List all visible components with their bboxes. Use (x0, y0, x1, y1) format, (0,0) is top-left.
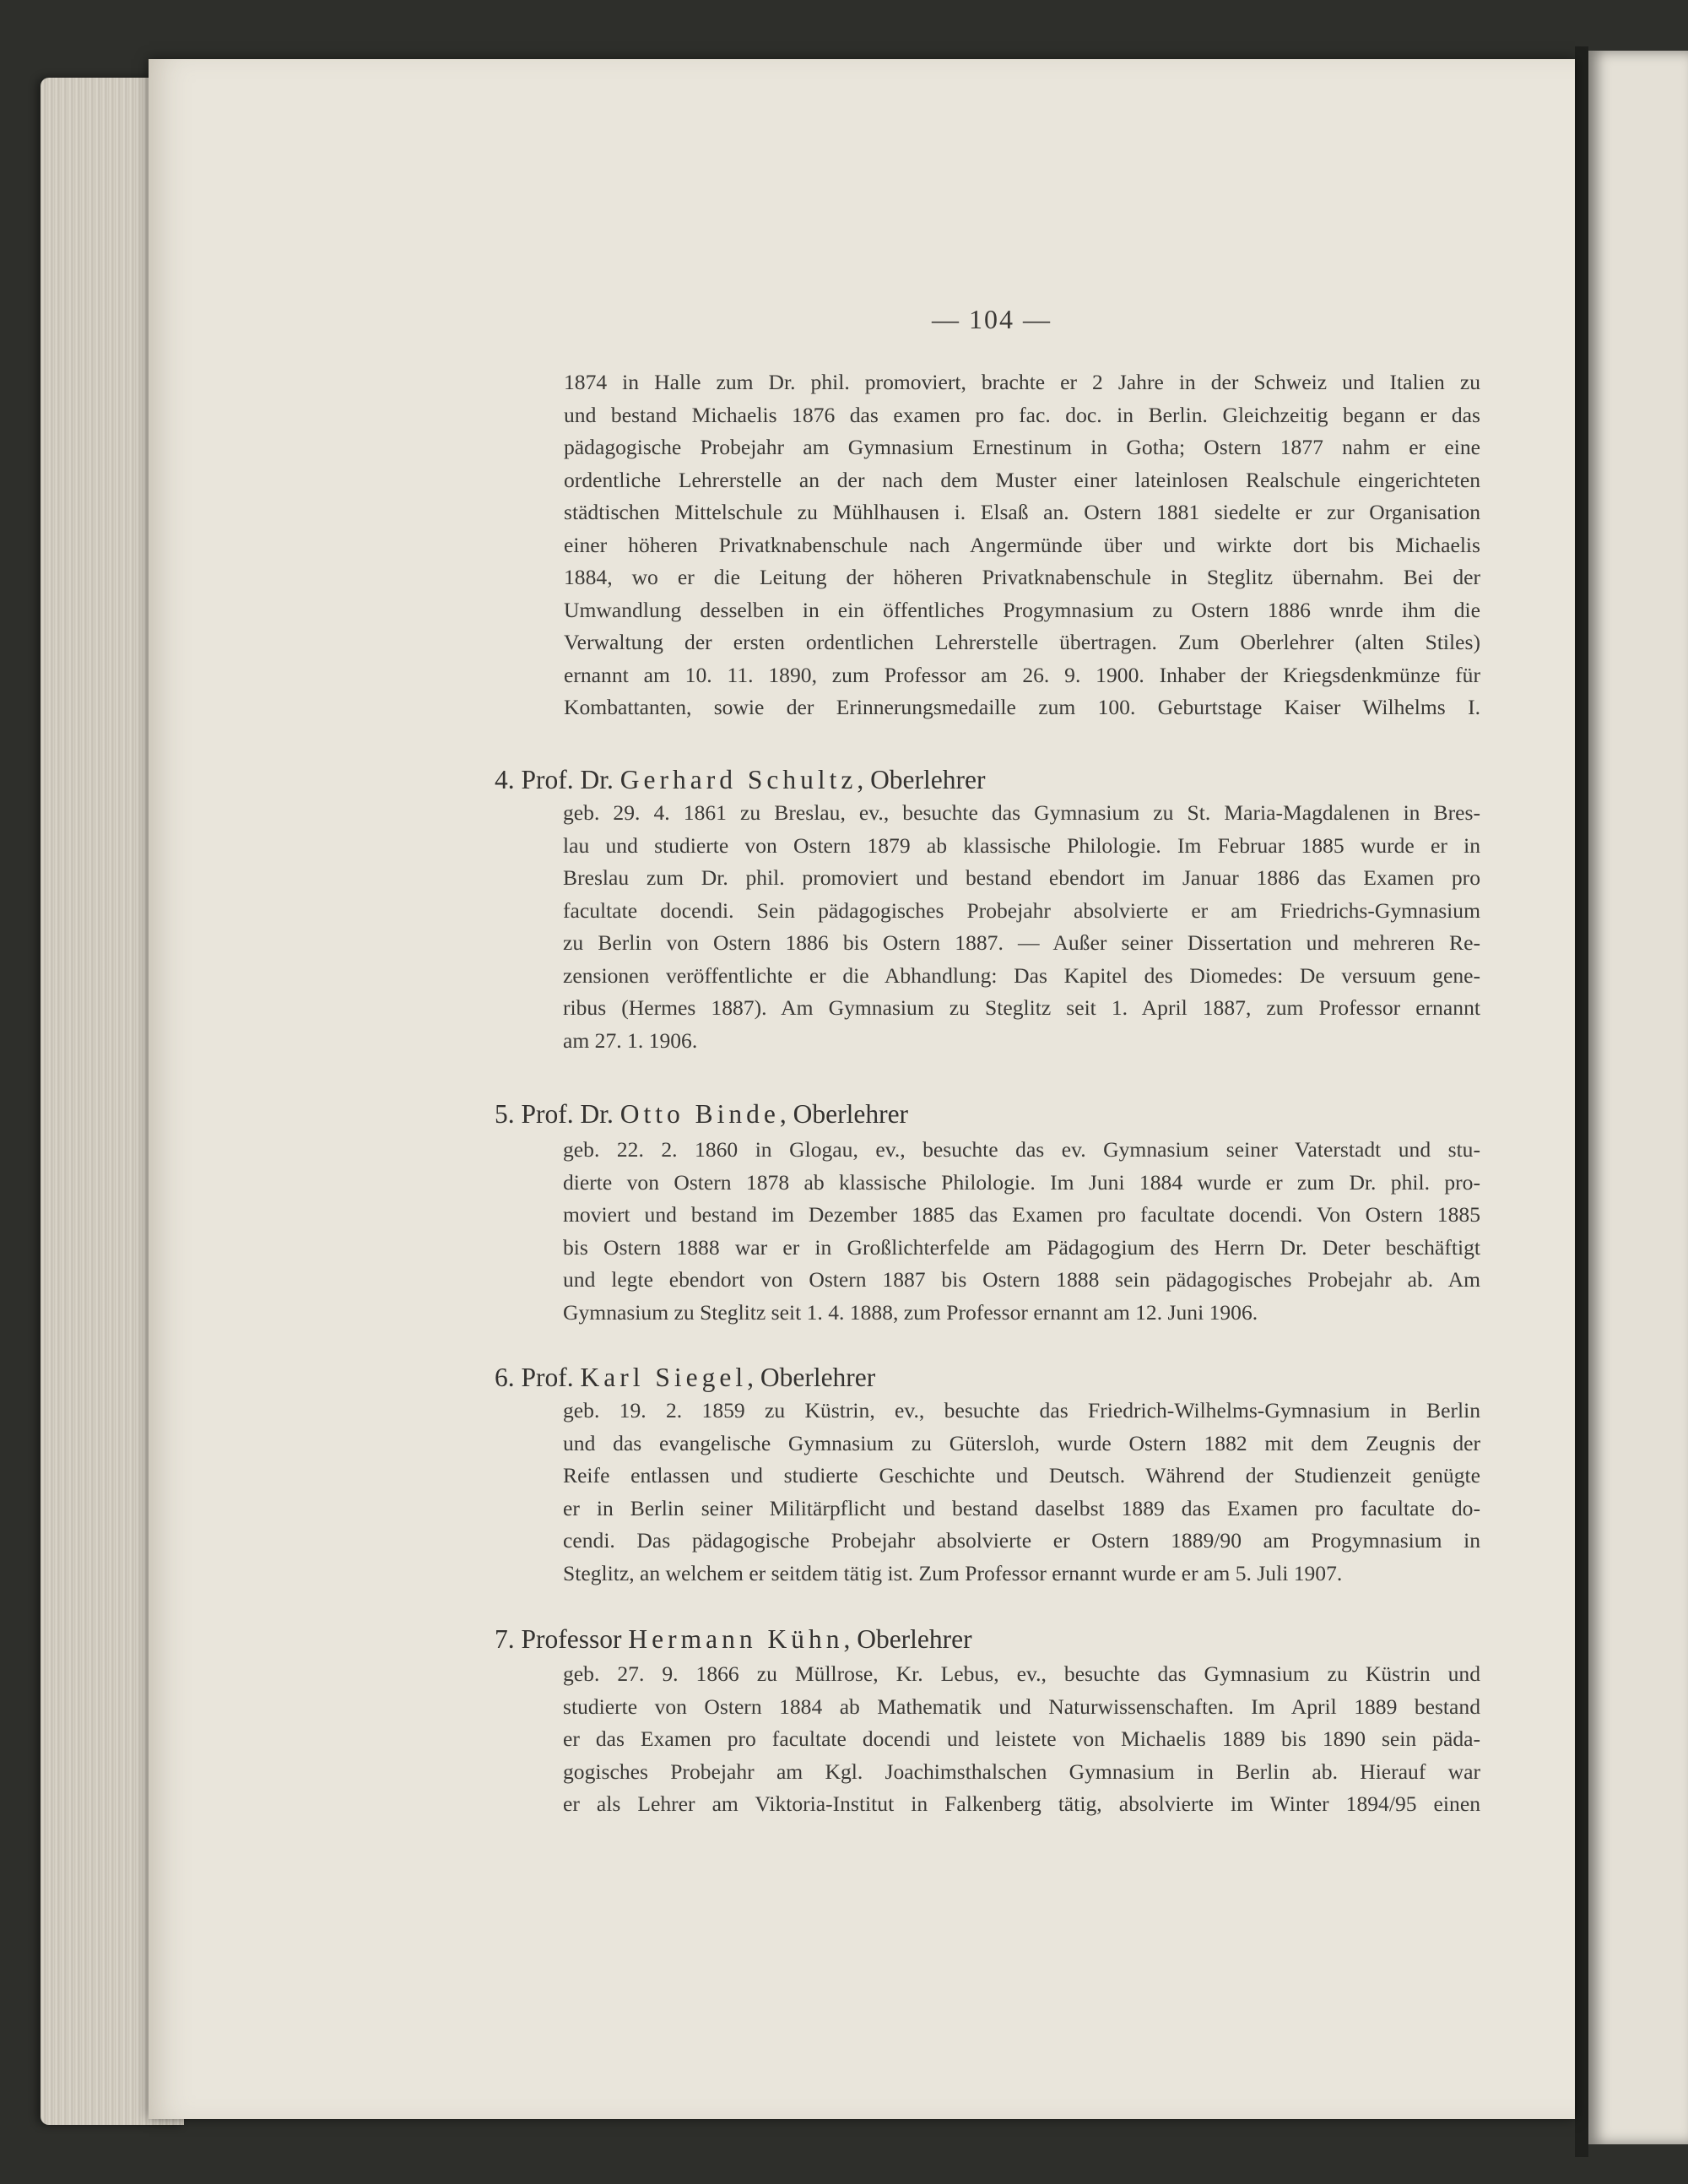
text-line: geb. 19. 2. 1859 zu Küstrin, ev., besuchte das Friedrich-Wilhelms-Gymnasium in Berlin (563, 1398, 1480, 1423)
entry-body (563, 1395, 1480, 1590)
entry-name: Gerhard Schultz (619, 765, 858, 794)
book-gutter (1575, 46, 1588, 2157)
entry-body (563, 797, 1480, 1057)
entry-name: Karl Siegel (580, 1363, 748, 1392)
entry-heading (495, 1099, 908, 1130)
entry-role: , Oberlehrer (843, 1624, 972, 1654)
text-line: ribus (Hermes 1887). Am Gymnasium zu Steglitz seit 1. April 1887, zum Professor ernannt (563, 995, 1480, 1020)
entry-name: Hermann Kühn (628, 1624, 844, 1654)
page-number: — 104 — (932, 304, 1052, 334)
facing-page-edge (1588, 51, 1688, 2144)
text-line: zu Berlin von Ostern 1886 bis Ostern 1887. — Außer seiner Dissertation und mehreren Re- (563, 930, 1480, 955)
entry-heading (495, 765, 985, 795)
text-line: moviert und bestand im Dezember 1885 das Examen pro facultate docendi. Von Ostern 1885 (563, 1202, 1480, 1227)
text-line: Verwaltung der ersten ordentlichen Lehrerstelle übertragen. Zum Oberlehrer (alten Stiles) (564, 630, 1480, 654)
text-line: geb. 29. 4. 1861 zu Breslau, ev., besuchte das Gymnasium zu St. Maria-Magdalenen in Bres- (563, 800, 1480, 825)
entry-body (563, 1658, 1480, 1821)
text-line: Breslau zum Dr. phil. promoviert und bestand ebendort im Januar 1886 das Examen pro (563, 865, 1480, 890)
text-line: Gymnasium zu Steglitz seit 1. 4. 1888, zum Professor ernannt am 12. Juni 1906. (563, 1299, 1258, 1325)
entry-heading (495, 1624, 972, 1655)
text-line: studierte von Ostern 1884 ab Mathematik und Naturwissenschaften. Im April 1889 bestand (563, 1694, 1480, 1719)
text-line: und bestand Michaelis 1876 das examen pro fac. doc. in Berlin. Gleichzeitig begann er das (564, 402, 1480, 427)
entry-role: , Oberlehrer (747, 1363, 876, 1392)
text-line: gogisches Probejahr am Kgl. Joachimsthalschen Gymnasium in Berlin ab. Hierauf war (563, 1759, 1480, 1784)
text-line: einer höheren Privatknabenschule nach Angermünde über und wirkte dort bis Michaelis (564, 532, 1480, 557)
text-line: und legte ebendort von Ostern 1887 bis Ostern 1888 sein pädagogisches Probejahr ab. Am (563, 1267, 1480, 1292)
text-line: dierte von Ostern 1878 ab klassische Philologie. Im Juni 1884 wurde er zum Dr. phil. pro- (563, 1169, 1480, 1195)
text-line: pädagogische Probejahr am Gymnasium Ernestinum in Gotha; Ostern 1877 nahm er eine (564, 435, 1480, 459)
text-line: Reife entlassen und studierte Geschichte und Deutsch. Während der Studienzeit genügte (563, 1463, 1480, 1488)
text-line: geb. 22. 2. 1860 in Glogau, ev., besuchte das ev. Gymnasium seiner Vaterstadt und stu- (563, 1137, 1480, 1162)
text-line: lau und studierte von Ostern 1879 ab klassische Philologie. Im Februar 1885 wurde er in (563, 832, 1480, 858)
text-line: Kombattanten, sowie der Erinnerungsmedaille zum 100. Geburtstage Kaiser Wilhelms I. (564, 695, 1480, 719)
text-line: am 27. 1. 1906. (563, 1027, 698, 1053)
entry-role: , Oberlehrer (779, 1099, 909, 1129)
entry-title: Professor (521, 1624, 622, 1654)
text-line: und das evangelische Gymnasium zu Gütersloh, wurde Ostern 1882 mit dem Zeugnis der (563, 1430, 1480, 1455)
text-line: er das Examen pro facultate docendi und leistete von Michaelis 1889 bis 1890 sein päda- (563, 1726, 1480, 1751)
text-line: ernannt am 10. 11. 1890, zum Professor am 26. 9. 1900. Inhaber der Kriegsdenkmünze für (564, 662, 1480, 687)
text-line: Umwandlung desselben in ein öffentliches Progymnasium zu Ostern 1886 wnrde ihm die (564, 597, 1480, 622)
text-line: cendi. Das pädagogische Probejahr absolvierte er Ostern 1889/90 am Progymnasium in (563, 1528, 1480, 1553)
text-line: 1884, wo er die Leitung der höheren Privatknabenschule in Steglitz übernahm. Bei der (564, 565, 1480, 589)
entry-title: Prof. (521, 1363, 574, 1392)
entry-number: 6. (495, 1363, 515, 1392)
entry-number: 4. (495, 765, 515, 794)
entry-heading (495, 1363, 875, 1393)
text-line: er in Berlin seiner Militärpflicht und bestand daselbst 1889 das Examen pro facultate do- (563, 1495, 1480, 1520)
entry-title: Prof. Dr. (521, 765, 614, 794)
text-line: er als Lehrer am Viktoria-Institut in Falkenberg tätig, absolvierte im Winter 1894/95 einen (563, 1791, 1480, 1816)
text-line: geb. 27. 9. 1866 zu Müllrose, Kr. Lebus, ev., besuchte das Gymnasium zu Küstrin und (563, 1661, 1480, 1686)
entry-name: Otto Binde (619, 1099, 780, 1129)
text-line: 1874 in Halle zum Dr. phil. promoviert, brachte er 2 Jahre in der Schweiz und Italien zu (564, 370, 1480, 394)
text-line: Steglitz, an welchem er seitdem tätig ist. Zum Professor ernannt wurde er am 5. Juli 1907. (563, 1560, 1343, 1585)
entry-title: Prof. Dr. (521, 1099, 614, 1129)
entry-body (563, 1134, 1480, 1329)
text-line: ordentliche Lehrerstelle an der nach dem Muster einer lateinlosen Realschule eingerichteten (564, 467, 1480, 492)
entry-number: 5. (495, 1099, 515, 1129)
entry-number: 7. (495, 1624, 515, 1654)
intro-paragraph (564, 366, 1480, 724)
text-line: facultate docendi. Sein pädagogisches Probejahr absolvierte er am Friedrichs-Gymnasium (563, 897, 1480, 923)
text-line: bis Ostern 1888 war er in Großlichterfelde am Pädagogium des Herrn Dr. Deter beschäftigt (563, 1234, 1480, 1260)
text-line: zensionen veröffentlichte er die Abhandlung: Das Kapitel des Diomedes: De versuum gene- (563, 962, 1480, 988)
entry-role: , Oberlehrer (857, 765, 986, 794)
text-line: städtischen Mittelschule zu Mühlhausen i. Elsaß an. Ostern 1881 siedelte er zur Organisation (564, 500, 1480, 524)
